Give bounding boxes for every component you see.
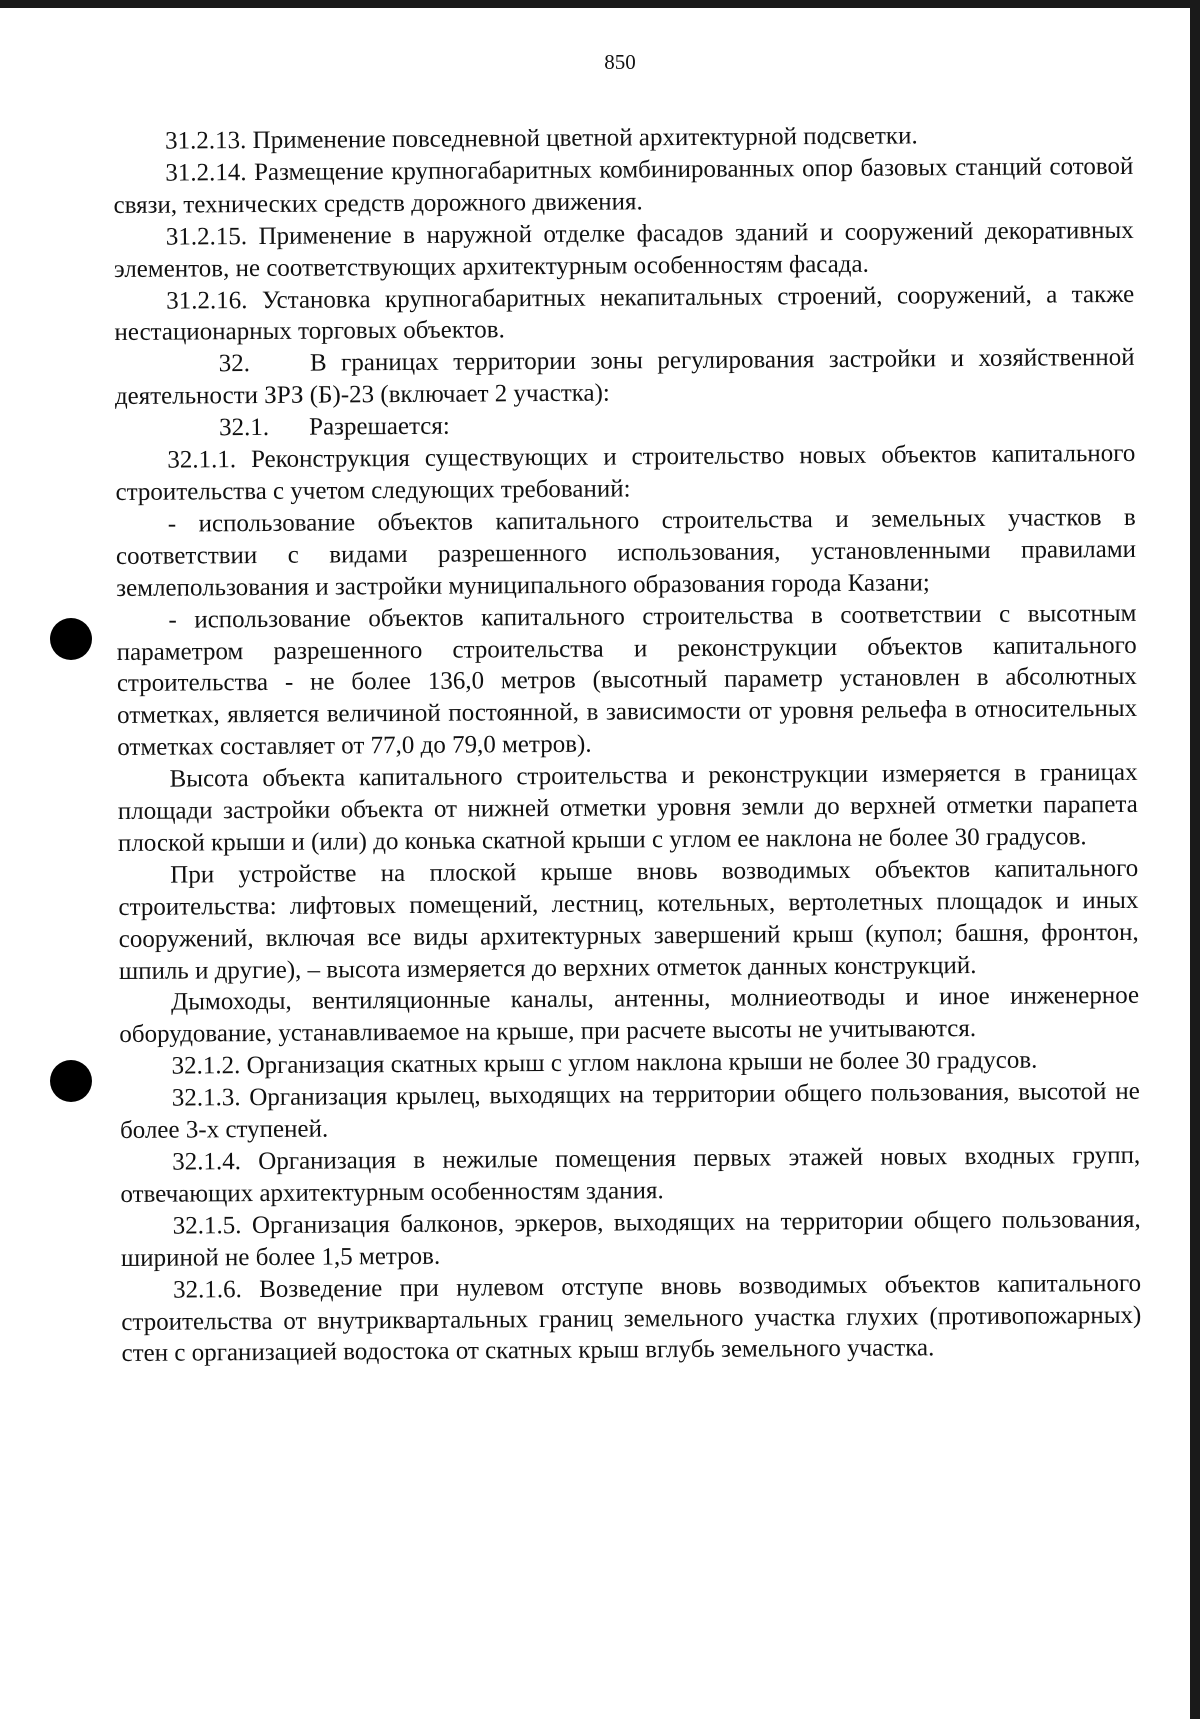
- paragraph-text: Разрешается:: [309, 412, 450, 441]
- paragraph-32-1-1: 32.1.1. Реконструкция существующих и строительство новых объектов капитального строительства с учетом следующих требований:: [115, 439, 1136, 506]
- paragraph-height-measurement: Высота объекта капитального строительства и реконструкции измеряется в границах площади застройки объекта от нижней отметки уровня земли до верхней отметки парапета плоской крыши и (или) до конька скатной крыши с углом ее наклона не более 30 градусов.: [117, 758, 1138, 857]
- paragraph-text: В границах территории зоны регулирования застройки и хозяйственной деятельности ЗРЗ (Б)-23 (включает 2 участка):: [114, 344, 1135, 411]
- section-number: 32.: [218, 350, 251, 378]
- paragraph-32-1-5: 32.1.5. Организация балконов, эркеров, выходящих на территории общего пользования, шириной не более 1,5 метров.: [120, 1205, 1141, 1272]
- list-item-land-use: - использование объектов капитального строительства и земельных участков в соответствии с видами разрешенного использования, установленными правилами землепользования и застройки муниципального образования города Казани;: [115, 503, 1137, 602]
- paragraph-32-1-3: 32.1.3. Организация крылец, выходящих на территории общего пользования, высотой не более 3-х ступеней.: [119, 1078, 1140, 1145]
- paragraph-31-2-15: 31.2.15. Применение в наружной отделке фасадов зданий и сооружений декоративных элементов, не соответствующих архитектурным особенностям фасада.: [113, 216, 1134, 283]
- paragraph-32: [115, 342, 1135, 413]
- scan-edge-right: [1190, 0, 1200, 1719]
- list-item-height-parameter: - использование объектов капитального строительства в соответствии с высотным параметром разрешенного строительства и реконструкции объектов капитального строительства - не более 136,0 метров (высотный параметр установлен в абсолютных отметках, является величиной постоянной, в зависимости от уровня рельефа в относительных отметках составляет от 77,0 до 79,0 метров).: [116, 599, 1138, 762]
- paragraph-chimneys: Дымоходы, вентиляционные каналы, антенны, молниеотводы и иное инженерное оборудование, устанавливаемое на крыше, при расчете высоты не учитываются.: [119, 982, 1140, 1049]
- paragraph-32-1-4: 32.1.4. Организация в нежилые помещения первых этажей новых входных групп, отвечающих архитектурным особенностям здания.: [120, 1141, 1141, 1208]
- scan-edge-top: [0, 0, 1200, 8]
- paragraph-31-2-14: 31.2.14. Размещение крупногабаритных комбинированных опор базовых станций сотовой связи, технических средств дорожного движения.: [113, 152, 1134, 219]
- paragraph-roof-structures: При устройстве на плоской крыше вновь возводимых объектов капитального строительства: лифтовых помещений, лестниц, котельных, вертолетных площадок и иных сооружений, включая все виды архитектурных завершений крыш (купол; башня, фронтон, шпиль и другие), – высота измеряется до верхних отметок данных конструкций.: [118, 854, 1139, 985]
- punch-hole-mark: [50, 618, 92, 660]
- paragraph-32-1-2: 32.1.2. Организация скатных крыш с углом наклона крыши не более 30 градусов.: [171, 1046, 1038, 1080]
- paragraph-32-1-6: 32.1.6. Возведение при нулевом отступе вновь возводимых объектов капитального строительства от внутриквартальных границ земельного участка глухих (противопожарных) стен с организацией водостока от скатных крыш вглубь земельного участка.: [121, 1269, 1142, 1368]
- punch-hole-mark: [50, 1060, 92, 1102]
- document-body: [113, 119, 1142, 1370]
- section-number: 32.1.: [219, 414, 270, 442]
- paragraph-31-2-16: 31.2.16. Установка крупногабаритных некапитальных строений, сооружений, а также нестационарных торговых объектов.: [114, 280, 1135, 347]
- paragraph-31-2-13: 31.2.13. Применение повседневной цветной архитектурной подсветки.: [165, 122, 918, 155]
- page-number: 850: [604, 50, 636, 74]
